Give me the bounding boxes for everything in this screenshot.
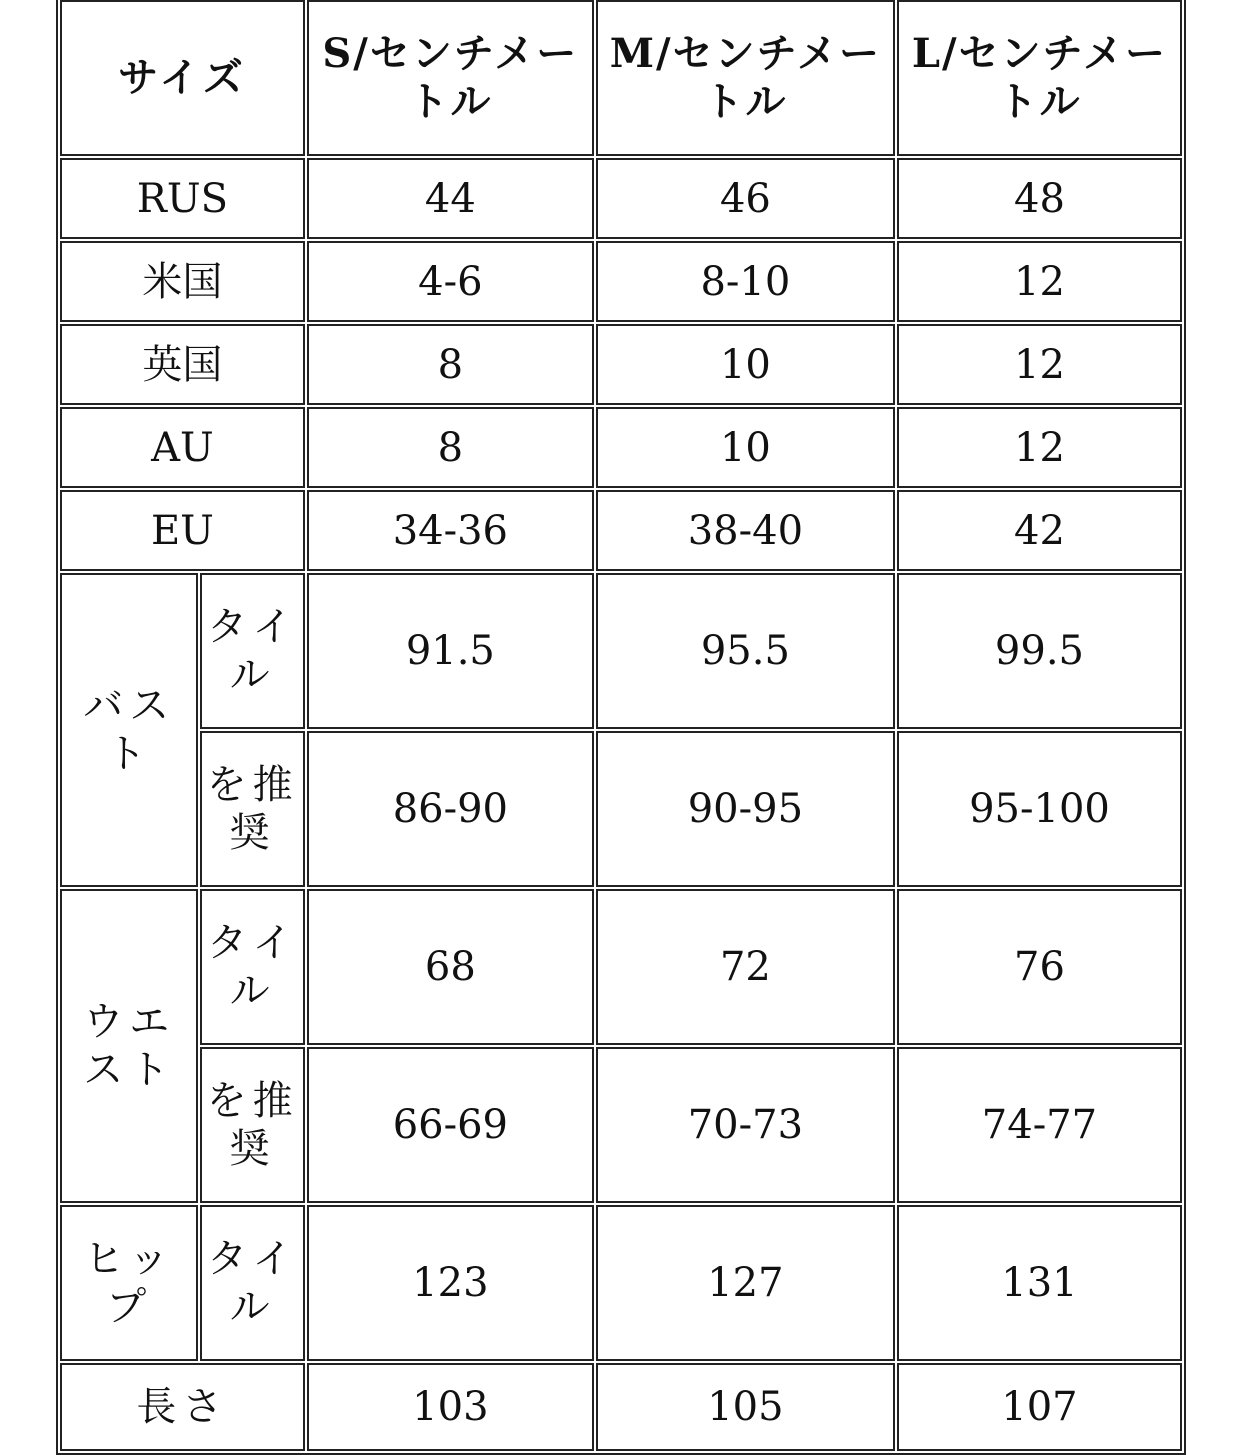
sub-label-bust-tile: タイル [200, 573, 304, 729]
cell-bust-tile-s: 91.5 [307, 573, 594, 729]
row-label-rus: RUS [60, 158, 305, 239]
table-row [60, 158, 1182, 239]
size-chart-table [56, 0, 1186, 1455]
size-header: サイズ [60, 0, 305, 156]
cell-hip-tile-l: 131 [897, 1205, 1182, 1361]
cell-bust-rec-l: 95-100 [897, 731, 1182, 887]
sub-label-waist-recommended: を推奨 [200, 1047, 304, 1203]
cell-eu-l: 42 [897, 490, 1182, 571]
table-row [60, 407, 1182, 488]
group-label-hip: ヒップ [60, 1205, 198, 1361]
column-header-m: M/センチメートル [596, 0, 895, 156]
cell-au-l: 12 [897, 407, 1182, 488]
cell-eu-m: 38-40 [596, 490, 895, 571]
cell-waist-rec-l: 74-77 [897, 1047, 1182, 1203]
cell-rus-l: 48 [897, 158, 1182, 239]
cell-length-s: 103 [307, 1363, 594, 1451]
row-label-length: 長さ [60, 1363, 305, 1451]
column-header-l: L/センチメートル [897, 0, 1182, 156]
row-label-au: AU [60, 407, 305, 488]
sub-label-hip-tile: タイル [200, 1205, 304, 1361]
table-row [60, 241, 1182, 322]
table-row [60, 1047, 1182, 1203]
cell-us-l: 12 [897, 241, 1182, 322]
cell-us-s: 4-6 [307, 241, 594, 322]
table-row [60, 731, 1182, 887]
sub-label-bust-recommended: を推奨 [200, 731, 304, 887]
row-label-eu: EU [60, 490, 305, 571]
cell-bust-tile-m: 95.5 [596, 573, 895, 729]
row-label-us: 米国 [60, 241, 305, 322]
cell-uk-m: 10 [596, 324, 895, 405]
cell-rus-s: 44 [307, 158, 594, 239]
group-label-waist: ウエスト [60, 889, 198, 1203]
group-label-bust: バスト [60, 573, 198, 887]
cell-uk-s: 8 [307, 324, 594, 405]
cell-bust-rec-m: 90-95 [596, 731, 895, 887]
cell-eu-s: 34-36 [307, 490, 594, 571]
cell-waist-tile-m: 72 [596, 889, 895, 1045]
cell-bust-rec-s: 86-90 [307, 731, 594, 887]
cell-length-l: 107 [897, 1363, 1182, 1451]
table-row [60, 490, 1182, 571]
cell-waist-rec-m: 70-73 [596, 1047, 895, 1203]
cell-hip-tile-s: 123 [307, 1205, 594, 1361]
cell-waist-rec-s: 66-69 [307, 1047, 594, 1203]
cell-bust-tile-l: 99.5 [897, 573, 1182, 729]
table-row [60, 889, 1182, 1045]
cell-au-m: 10 [596, 407, 895, 488]
row-label-uk: 英国 [60, 324, 305, 405]
cell-waist-tile-s: 68 [307, 889, 594, 1045]
cell-au-s: 8 [307, 407, 594, 488]
cell-hip-tile-m: 127 [596, 1205, 895, 1361]
cell-length-m: 105 [596, 1363, 895, 1451]
table-row [60, 324, 1182, 405]
table-row [60, 573, 1182, 729]
table-row [60, 1205, 1182, 1361]
cell-us-m: 8-10 [596, 241, 895, 322]
sub-label-waist-tile: タイル [200, 889, 304, 1045]
cell-rus-m: 46 [596, 158, 895, 239]
cell-waist-tile-l: 76 [897, 889, 1182, 1045]
table-row [60, 1363, 1182, 1451]
column-header-s: S/センチメートル [307, 0, 594, 156]
cell-uk-l: 12 [897, 324, 1182, 405]
header-row [60, 0, 1182, 156]
